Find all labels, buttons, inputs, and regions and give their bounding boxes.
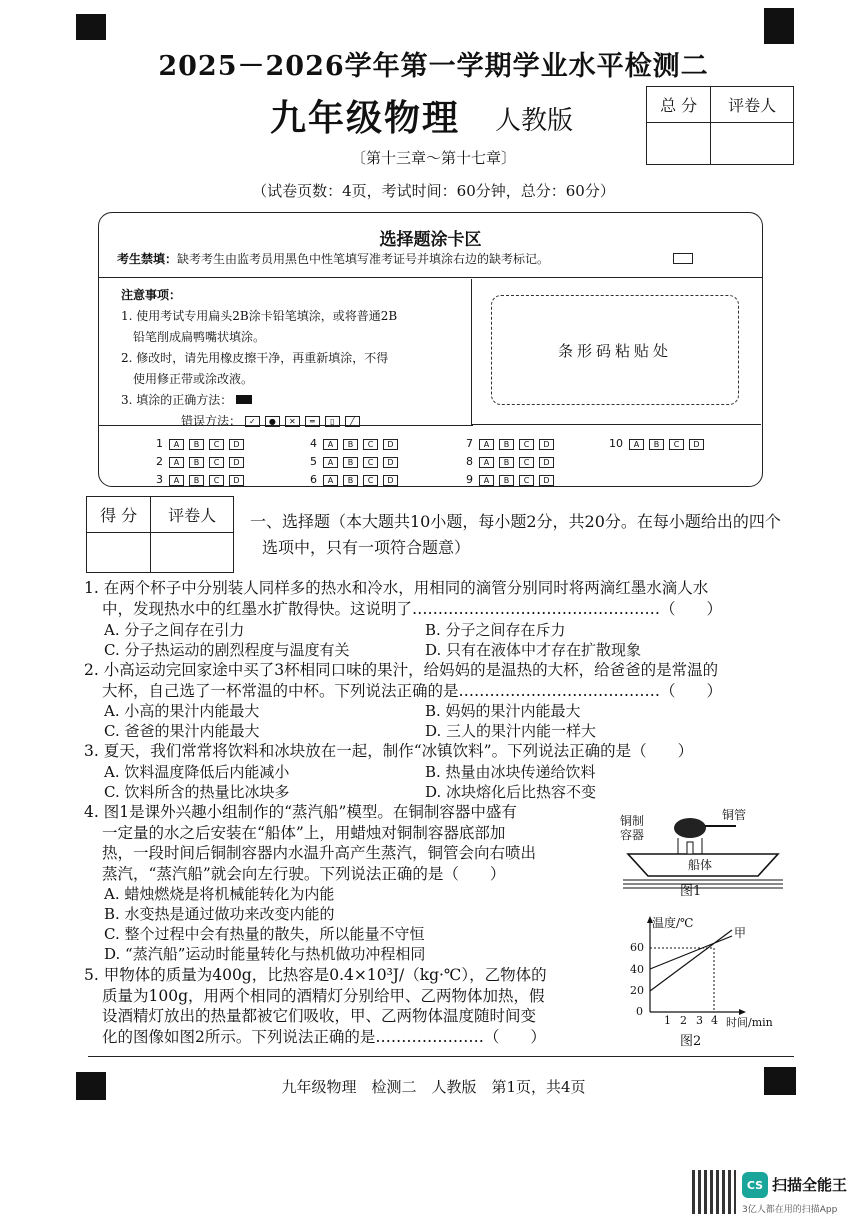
- question-5-line-3: 设酒精灯放出的热量都被它们吸收，甲、乙两物体温度随时间变: [102, 1007, 537, 1025]
- q3-option-a: A. 饮料温度降低后内能减小: [104, 763, 290, 781]
- graph-series-label: 甲: [734, 926, 747, 940]
- wrong-sample-dot: ●: [265, 416, 280, 427]
- instructions-title: 注意事项：: [121, 288, 182, 302]
- answer-bubble-7-c[interactable]: C: [519, 439, 534, 450]
- section-heading-line-2: 选项中，只有一项符合题意）: [262, 538, 471, 557]
- question-3: [84, 741, 794, 762]
- answer-row-3: [145, 473, 249, 486]
- answer-row-2: [145, 455, 249, 468]
- answer-row-8: [455, 455, 559, 468]
- wrong-sample-check: ✓: [245, 416, 260, 427]
- section-score-cell[interactable]: [87, 533, 151, 573]
- q4-option-c: C. 整个过程中会有热量的散失，所以能量不守恒: [104, 925, 425, 943]
- scanner-brand: 扫描全能王: [772, 1176, 848, 1194]
- graph-x-label: 时间/min: [726, 1016, 773, 1029]
- total-score-box: [646, 86, 794, 165]
- registration-mark-top-left: [76, 14, 106, 40]
- answer-bubble-6-c[interactable]: C: [363, 475, 378, 486]
- answer-bubble-6-a[interactable]: A: [323, 475, 338, 486]
- page-footer: 九年级物理 检测二 人教版 第1页，共4页: [281, 1078, 586, 1096]
- subject-title: 九年级物理: [270, 97, 461, 139]
- exam-title: 2025－2026学年第一学期学业水平检测二: [158, 51, 709, 82]
- answer-bubble-4-c[interactable]: C: [363, 439, 378, 450]
- hull-label: 船体: [688, 858, 713, 872]
- absent-notice-text: 缺考考生由监考员用黑色中性笔填写准考证号并填涂右边的缺考标记。: [177, 252, 550, 266]
- graph-x-tick-4: 4: [711, 1014, 718, 1027]
- answer-bubble-8-b[interactable]: B: [499, 457, 514, 468]
- question-1-line-1: 1. 在两个杯子中分别装人同样多的热水和冷水，用相同的滴管分别同时将两滴红墨水滴人水: [84, 579, 709, 597]
- instruction-line-6: 错误方法： ✓ ● ✕ ═ ▯ ╱: [121, 411, 461, 432]
- answer-bubble-2-a[interactable]: A: [169, 457, 184, 468]
- question-2: [84, 660, 794, 701]
- answer-row-9: [455, 473, 559, 486]
- graph-x-tick-1: 1: [664, 1014, 671, 1027]
- answer-question-number: 4: [310, 437, 317, 450]
- question-5: [84, 965, 604, 1047]
- question-4-line-3: 热，一段时间后铜制容器内水温升高产生蒸汽，铜管会向右喷出: [102, 844, 537, 862]
- answer-bubble-1-b[interactable]: B: [189, 439, 204, 450]
- chapter-range: 〔第十三章～第十七章〕: [350, 149, 516, 167]
- q3-option-b: B. 热量由冰块传递给饮料: [425, 763, 596, 781]
- answer-row-6: [299, 473, 403, 486]
- answer-row-4: [299, 437, 403, 450]
- section-grader-label: 评卷人: [151, 497, 234, 533]
- question-2-line-2: 大杯，自己选了一杯常温的中杯。下列说法正确的是…………………………………（ ）: [102, 681, 723, 700]
- instruction-line-3: 2. 修改时，请先用橡皮擦干净，再重新填涂，不得: [121, 351, 389, 365]
- question-1-line-2: 中，发现热水中的红墨水扩散得快。这说明了…………………………………………（ ）: [102, 599, 723, 618]
- copper-container-label: 铜制 容器: [620, 814, 645, 842]
- answer-bubble-5-b[interactable]: B: [343, 457, 358, 468]
- wrong-sample-half: ▯: [325, 416, 340, 427]
- q2-option-a: A. 小高的果汁内能最大: [104, 702, 260, 720]
- q4-option-a: A. 蜡烛燃烧是将机械能转化为内能: [104, 885, 335, 903]
- answer-row-5: [299, 455, 403, 468]
- absent-notice: [117, 249, 737, 270]
- wrong-sample-cross: ✕: [285, 416, 300, 427]
- absent-mark-box[interactable]: [673, 253, 693, 264]
- answer-row-7: [455, 437, 559, 450]
- figure-1: [618, 804, 788, 904]
- q1-option-d: D. 只有在液体中才存在扩散现象: [425, 641, 642, 659]
- wrong-sample-line: ═: [305, 416, 320, 427]
- answer-bubble-10-a[interactable]: A: [629, 439, 644, 450]
- question-5-line-2: 质量为100g，用两个相同的酒精灯分别给甲、乙两物体加热，假: [102, 986, 545, 1005]
- graph-x-tick-3: 3: [696, 1014, 703, 1027]
- q2-option-c: C. 爸爸的果汁内能最大: [104, 722, 260, 740]
- answer-bubble-7-a[interactable]: A: [479, 439, 494, 450]
- answer-bubble-2-c[interactable]: C: [209, 457, 224, 468]
- answer-bubble-4-d[interactable]: D: [383, 439, 398, 450]
- graph-y-label: 温度/℃: [652, 916, 694, 930]
- answer-bubble-7-b[interactable]: B: [499, 439, 514, 450]
- answer-bubble-8-c[interactable]: C: [519, 457, 534, 468]
- graph-y-tick-0: 0: [636, 1005, 643, 1018]
- section-score-label: 得 分: [87, 497, 151, 533]
- answer-bubble-5-a[interactable]: A: [323, 457, 338, 468]
- answer-bubble-10-c[interactable]: C: [669, 439, 684, 450]
- exam-info: （试卷页数：4页，考试时间：60分钟，总分：60分）: [252, 182, 615, 200]
- answer-grid: [99, 425, 762, 485]
- answer-bubble-8-a[interactable]: A: [479, 457, 494, 468]
- answer-question-number: 1: [156, 437, 163, 450]
- barcode-label: 条形码粘贴处: [557, 341, 672, 360]
- figure-1-caption: 图1: [680, 884, 702, 899]
- q1-option-c: C. 分子热运动的剧烈程度与温度有关: [104, 641, 350, 659]
- graph-x-tick-2: 2: [680, 1014, 687, 1027]
- answer-bubble-5-c[interactable]: C: [363, 457, 378, 468]
- divider-line: [99, 277, 762, 278]
- answer-bubble-3-c[interactable]: C: [209, 475, 224, 486]
- absent-notice-label: 考生禁填：: [117, 252, 178, 266]
- question-3-line-1: 3. 夏天，我们常常将饮料和冰块放在一起，制作“冰镇饮料”。下列说法正确的是（ ）: [84, 742, 694, 760]
- graph-y-tick-20: 20: [630, 984, 644, 997]
- question-4: [84, 802, 604, 884]
- answer-bubble-6-b[interactable]: B: [343, 475, 358, 486]
- scanner-slogan: 3亿人都在用的扫描App: [742, 1205, 838, 1215]
- answer-bubble-10-d[interactable]: D: [689, 439, 704, 450]
- answer-bubble-2-b[interactable]: B: [189, 457, 204, 468]
- answer-bubble-2-d[interactable]: D: [229, 457, 244, 468]
- graph-y-tick-40: 40: [630, 963, 644, 976]
- grader-label: 评卷人: [711, 87, 794, 123]
- answer-row-10: [605, 437, 709, 450]
- section-score-box: [86, 496, 234, 573]
- instructions: [121, 285, 461, 432]
- q3-option-c: C. 饮料所含的热量比冰块多: [104, 783, 290, 801]
- answer-bubble-7-d[interactable]: D: [539, 439, 554, 450]
- question-4-line-2: 一定量的水之后安装在“船体”上，用蜡烛对铜制容器底部加: [102, 823, 506, 842]
- question-4-line-1: 4. 图1是课外兴趣小组制作的“蒸汽船”模型。在铜制容器中盛有: [84, 803, 517, 821]
- answer-bubble-1-c[interactable]: C: [209, 439, 224, 450]
- q2-option-d: D. 三人的果汁内能一样大: [425, 722, 597, 740]
- q1-option-a: A. 分子之间存在引力: [104, 621, 245, 639]
- answer-bubble-9-d[interactable]: D: [539, 475, 554, 486]
- answer-question-number: 10: [609, 437, 623, 450]
- grader-cell[interactable]: [711, 123, 794, 165]
- answer-bubble-1-d[interactable]: D: [229, 439, 244, 450]
- q2-option-b: B. 妈妈的果汁内能最大: [425, 702, 581, 720]
- question-5-line-1: 5. 甲物体的质量为400g，比热容是0.4×10³J/（kg·℃），乙物体的: [84, 966, 547, 984]
- q4-option-b: B. 水变热是通过做功来改变内能的: [104, 905, 335, 923]
- section-grader-cell[interactable]: [151, 533, 234, 573]
- registration-mark-top-right: [764, 8, 794, 44]
- answer-row-1: [145, 437, 249, 450]
- question-4-line-4: 蒸汽，“蒸汽船”就会向左行驶。下列说法正确的是（ ）: [102, 864, 506, 883]
- total-score-cell[interactable]: [647, 123, 711, 165]
- instruction-line-5: 3. 填涂的正确方法：: [121, 390, 461, 411]
- section-heading-line-1: 一、选择题（本大题共10小题，每小题2分，共20分。在每小题给出的四个: [250, 512, 781, 531]
- wrong-sample-slash: ╱: [345, 416, 360, 427]
- answer-card: [98, 212, 763, 487]
- answer-bubble-9-c[interactable]: C: [519, 475, 534, 486]
- answer-bubble-3-d[interactable]: D: [229, 475, 244, 486]
- answer-question-number: 7: [466, 437, 473, 450]
- answer-bubble-6-d[interactable]: D: [383, 475, 398, 486]
- qr-code: [692, 1170, 736, 1214]
- bottom-rule: [88, 1056, 794, 1057]
- answer-bubble-3-b[interactable]: B: [189, 475, 204, 486]
- answer-bubble-5-d[interactable]: D: [383, 457, 398, 468]
- answer-question-number: 3: [156, 473, 163, 486]
- q1-option-b: B. 分子之间存在斥力: [425, 621, 566, 639]
- answer-bubble-9-b[interactable]: B: [499, 475, 514, 486]
- figure-2-caption: 图2: [680, 1034, 702, 1049]
- q4-option-d: D. “蒸汽船”运动时能量转化与热机做功冲程相同: [104, 945, 426, 963]
- scanner-logo-icon: CS: [742, 1172, 768, 1198]
- graph-y-tick-60: 60: [630, 941, 644, 954]
- answer-question-number: 9: [466, 473, 473, 486]
- answer-card-title: 选择题涂卡区: [379, 230, 482, 250]
- edition-label: 人教版: [495, 106, 574, 136]
- correct-fill-sample: [236, 395, 252, 404]
- total-score-label: 总 分: [647, 87, 711, 123]
- q3-option-d: D. 冰块熔化后比热容不变: [425, 783, 597, 801]
- answer-bubble-8-d[interactable]: D: [539, 457, 554, 468]
- question-5-line-4: 化的图像如图2所示。下列说法正确的是…………………（ ）: [102, 1027, 546, 1046]
- instruction-line-1: 1. 使用考试专用扁头2B涂卡铅笔填涂，或将普通2B: [121, 309, 398, 323]
- question-2-line-1: 2. 小高运动完回家途中买了3杯相同口味的果汁，给妈妈的是温热的大杯，给爸爸的是常温的: [84, 661, 719, 679]
- answer-bubble-4-a[interactable]: A: [323, 439, 338, 450]
- answer-bubble-3-a[interactable]: A: [169, 475, 184, 486]
- copper-pipe-label: 铜管: [722, 808, 747, 822]
- answer-bubble-10-b[interactable]: B: [649, 439, 664, 450]
- answer-question-number: 8: [466, 455, 473, 468]
- figure-2: [622, 910, 792, 1040]
- answer-bubble-1-a[interactable]: A: [169, 439, 184, 450]
- instruction-line-4: 使用修正带或涂改液。: [133, 372, 254, 386]
- answer-question-number: 6: [310, 473, 317, 486]
- answer-question-number: 5: [310, 455, 317, 468]
- instruction-line-2: 铅笔削成扁鸭嘴状填涂。: [133, 330, 266, 344]
- question-1: [84, 578, 794, 619]
- barcode-paste-box[interactable]: [491, 295, 739, 405]
- answer-question-number: 2: [156, 455, 163, 468]
- answer-bubble-9-a[interactable]: A: [479, 475, 494, 486]
- answer-bubble-4-b[interactable]: B: [343, 439, 358, 450]
